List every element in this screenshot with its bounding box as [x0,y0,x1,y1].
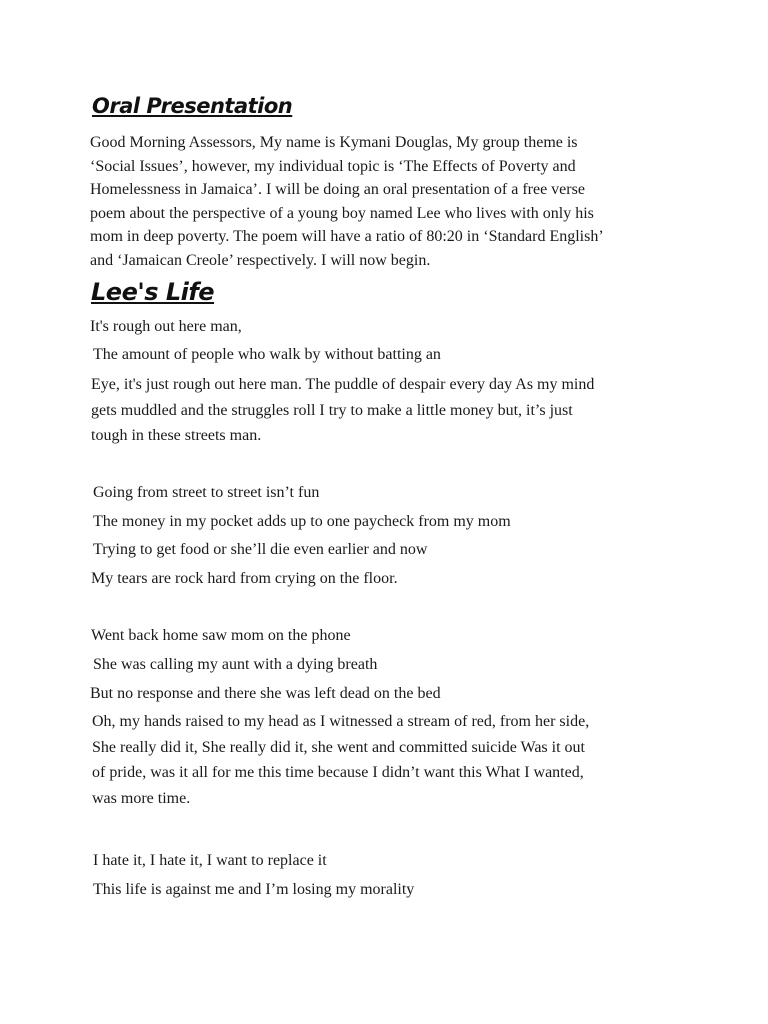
intro-line: mom in deep poverty. The poem will have a ratio of 80:20 in ‘Standard English’ [90,228,604,246]
poem-line: was more time. [92,789,191,807]
poem-line: But no response and there she was left dead on the bed [90,685,441,702]
intro-line: and ‘Jamaican Creole’ respectively. I will now begin. [90,251,431,269]
poem-line: It's rough out here man, [90,318,242,335]
heading-lees-life: Lee's Life [91,278,215,306]
poem-line: This life is against me and I’m losing my morality [93,881,415,898]
poem-line: gets muddled and the struggles roll I try to make a little money but, it’s just [91,401,573,419]
poem-paragraph [91,372,594,449]
intro-paragraph [90,131,670,273]
poem-line: I hate it, I hate it, I want to replace it [93,852,327,869]
poem-line: Eye, it's just rough out here man. The puddle of despair every day As my mind [91,376,595,393]
intro-line: ‘Social Issues’, however, my individual topic is ‘The Effects of Poverty and [90,157,576,175]
poem-paragraph [92,709,589,811]
intro-line: Good Morning Assessors, My name is Kymani Douglas, My group theme is [90,134,578,151]
poem-line: Trying to get food or she’ll die even earlier and now [93,541,428,558]
poem-line: Oh, my hands raised to my head as I witnessed a stream of red, from her side, [92,713,590,730]
poem-line: She was calling my aunt with a dying breath [93,656,378,673]
poem-line: She really did it, She really did it, she went and committed suicide Was it out [92,738,585,756]
poem-line: Went back home saw mom on the phone [91,627,351,644]
poem-line: of pride, was it all for me this time because I didn’t want this What I wanted, [92,764,584,781]
poem-line: The money in my pocket adds up to one paycheck from my mom [93,513,511,530]
poem-line: The amount of people who walk by without batting an [93,346,441,363]
poem-line: Going from street to street isn’t fun [93,484,320,501]
poem-line: My tears are rock hard from crying on the floor. [91,570,398,587]
intro-line: poem about the perspective of a young boy named Lee who lives with only his [90,204,594,222]
heading-oral-presentation: Oral Presentation [92,94,293,118]
poem-line: tough in these streets man. [91,427,262,444]
intro-line: Homelessness in Jamaica’. I will be doing an oral presentation of a free verse [90,181,585,199]
